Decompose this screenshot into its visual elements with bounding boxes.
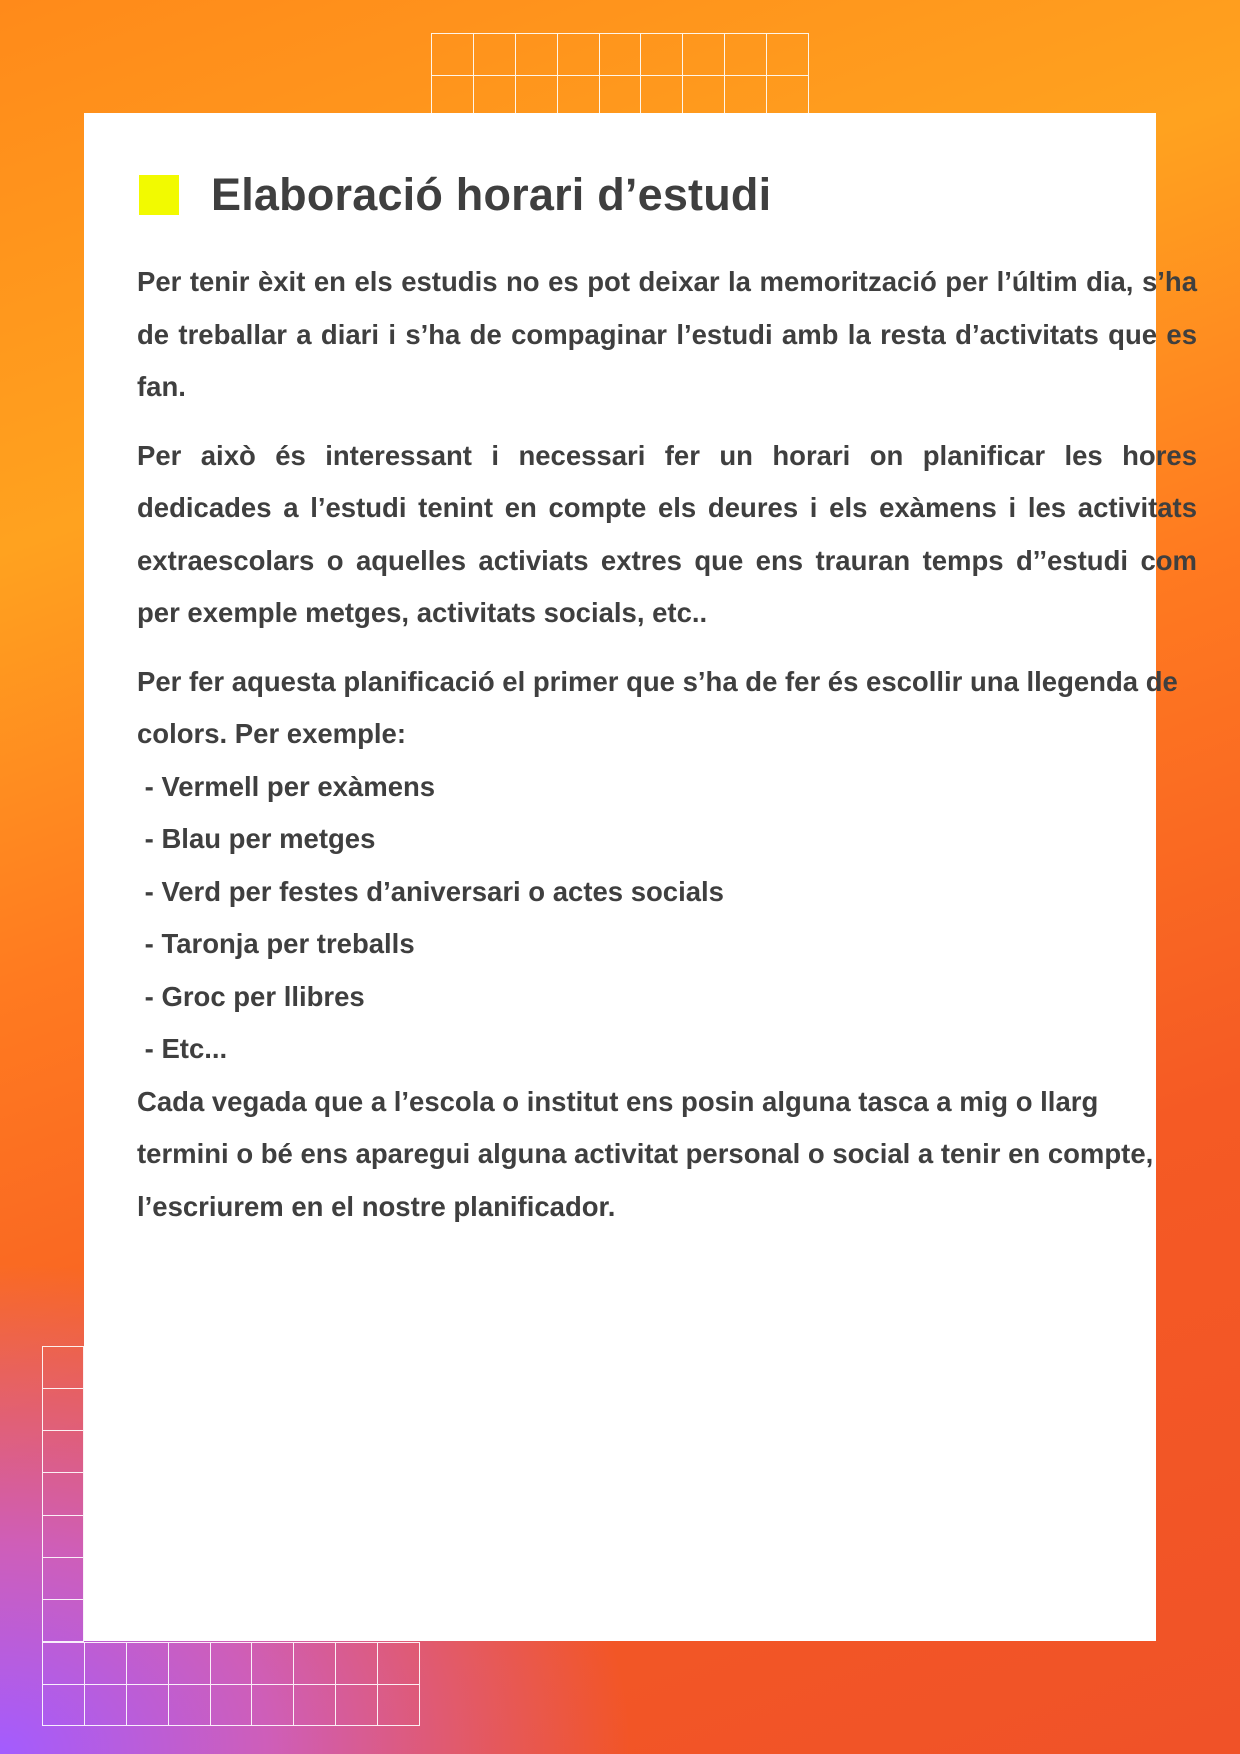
legend-item: - Blau per metges: [137, 823, 376, 854]
yellow-square-icon: [139, 175, 179, 215]
paragraph-schedule: Per això és interessant i necessari fer un horari on planificar les hores dedicades a l’estudi tenint en compte els deures i els exàmens i les activitats extraescolars o aquelles activiats extres que ens trauran temps d’’estudi com per exemple metges, activitats socials, etc..: [137, 439, 1197, 628]
paragraph-closing: Cada vegada que a l’escola o institut ens posin alguna tasca a mig o llarg termini o bé ens aparegui alguna activitat personal o social a tenir en compte, l’escriurem en el nostre planificador.: [137, 1085, 1154, 1222]
decorative-grid-top: [431, 33, 809, 117]
title-row: [139, 169, 771, 221]
paragraph-intro: Per tenir èxit en els estudis no es pot deixar la memorització per l’últim dia, s’ha de treballar a diari i s’ha de compaginar l’estudi amb la resta d’activitats que es fan.: [137, 266, 1197, 402]
body-text: [137, 256, 1197, 1233]
decorative-grid-bottom: [42, 1642, 420, 1726]
legend-item: - Vermell per exàmens: [137, 770, 436, 802]
legend-item: - Groc per llibres: [137, 980, 365, 1012]
paragraph-legend-intro: Per fer aquesta planificació el primer que s’ha de fer és escollir una llegenda de colors. Per exemple:: [137, 665, 1178, 749]
legend-item: - Taronja per treballs: [137, 928, 415, 959]
content-card: [84, 113, 1197, 1641]
decorative-grid-left: [42, 1346, 84, 1642]
page-title: Elaboració horari d’estudi: [211, 169, 772, 220]
legend-item: - Etc...: [137, 1033, 228, 1064]
legend-item: - Verd per festes d’aniversari o actes socials: [137, 875, 724, 907]
